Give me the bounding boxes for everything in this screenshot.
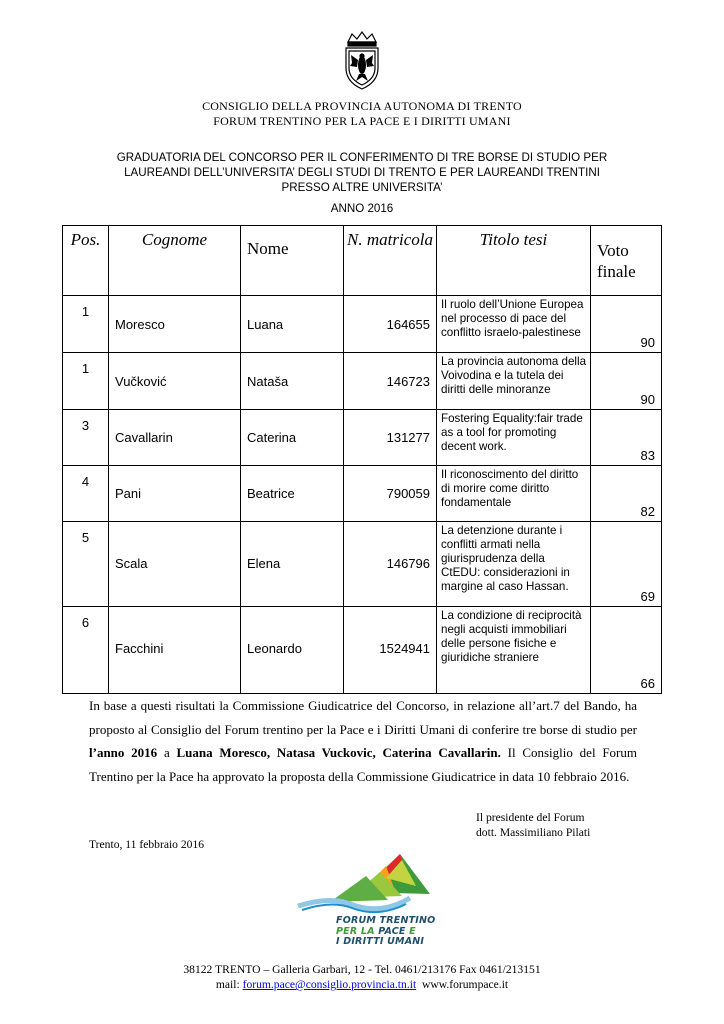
row-vote: 90 bbox=[640, 335, 655, 350]
row-position: 1 bbox=[81, 304, 90, 319]
row-name: Elena bbox=[247, 556, 281, 571]
row-thesis: La condizione di reciprocità negli acquisti immobiliari delle persone fisiche e giuridiche straniere bbox=[441, 609, 582, 664]
row-position: 6 bbox=[81, 615, 90, 630]
paragraph-year: l’anno 2016 bbox=[89, 745, 158, 760]
row-thesis: Fostering Equality:fair trade as a tool for promoting decent work. bbox=[441, 412, 583, 453]
row-name: Beatrice bbox=[247, 486, 295, 501]
col-header-name: Nome bbox=[241, 226, 344, 296]
col-header-pos: Pos. bbox=[63, 226, 109, 296]
footer-address: 38122 TRENTO – Galleria Garbari, 12 - Tel. 0461/213176 Fax 0461/213151 bbox=[183, 963, 541, 976]
row-matricola: 146723 bbox=[386, 374, 430, 389]
row-thesis: La detenzione durante i conflitti armati nella giurisprudenza della CtEDU: considerazioni in margine al caso Hassan. bbox=[441, 524, 570, 593]
row-vote: 83 bbox=[640, 448, 655, 463]
row-position: 5 bbox=[81, 530, 90, 545]
title-line: LAUREANDI DELL’UNIVERSITA’ DEGLI STUDI DI TRENTO E PER LAUREANDI TRENTINI bbox=[124, 166, 600, 179]
row-matricola: 1524941 bbox=[379, 641, 430, 656]
table-row bbox=[63, 607, 662, 694]
paragraph-text: In base a questi risultati la Commissione Giudicatrice del Concorso, in relazione all’art.7 del Bando, ha proposto al Consiglio del Forum trentino per la Pace e i Diritti Umani di conferire tre borse di studio per bbox=[89, 698, 637, 737]
title-line: PRESSO ALTRE UNIVERSITA’ bbox=[281, 181, 443, 194]
row-vote: 69 bbox=[640, 589, 655, 604]
decision-paragraph bbox=[89, 694, 637, 788]
page-footer bbox=[0, 962, 724, 992]
title-year: ANNO 2016 bbox=[330, 202, 394, 215]
row-thesis: La provincia autonoma della Voivodina e la tutela dei diritti delle minoranze bbox=[441, 355, 587, 396]
row-surname: Scala bbox=[115, 556, 148, 571]
row-surname: Cavallarin bbox=[115, 430, 173, 445]
logo-line: E bbox=[405, 925, 416, 937]
signature-role: Il presidente del Forum bbox=[476, 811, 585, 824]
logo-line: I DIRITTI UMANI bbox=[336, 936, 425, 947]
place-date: Trento, 11 febbraio 2016 bbox=[89, 838, 205, 851]
footer-website[interactable]: www.forumpace.it bbox=[421, 978, 509, 991]
table-row bbox=[63, 522, 662, 607]
paragraph-winners: Luana Moresco, Natasa Vuckovic, Caterina Cavallarin. bbox=[176, 745, 501, 760]
row-vote: 66 bbox=[640, 676, 655, 691]
institution-header bbox=[0, 99, 724, 129]
logo-line: PACE bbox=[378, 925, 406, 937]
col-header-matricola: N. matricola bbox=[344, 226, 437, 296]
paragraph-text: Il Consiglio del Forum Trentino per la Pace ha approvato la proposta della Commissione Giudicatrice in data 10 febbraio 2016. bbox=[89, 745, 637, 784]
row-name: Luana bbox=[247, 317, 284, 332]
row-vote: 82 bbox=[640, 504, 655, 519]
col-header-vote bbox=[591, 226, 662, 296]
row-position: 3 bbox=[81, 418, 90, 433]
row-surname: Facchini bbox=[115, 641, 164, 656]
signature-block bbox=[476, 810, 590, 840]
row-surname: Pani bbox=[115, 486, 142, 501]
forum-name: FORUM TRENTINO PER LA PACE E I DIRITTI UMANI bbox=[213, 114, 511, 128]
forum-logo-text bbox=[336, 916, 435, 948]
row-name: Caterina bbox=[247, 430, 297, 445]
table-row bbox=[63, 296, 662, 353]
row-position: 4 bbox=[81, 474, 90, 489]
row-matricola: 146796 bbox=[386, 556, 430, 571]
row-thesis: Il ruolo dell’Unione Europea nel processo di pace del conflitto israelo-palestinese bbox=[441, 298, 584, 339]
row-position: 1 bbox=[81, 361, 90, 376]
institution-name: CONSIGLIO DELLA PROVINCIA AUTONOMA DI TRENTO bbox=[202, 99, 522, 113]
row-surname: Vučković bbox=[115, 374, 167, 389]
table-row bbox=[63, 466, 662, 522]
table-row bbox=[63, 353, 662, 410]
row-surname: Moresco bbox=[115, 317, 165, 332]
col-header-vote-line1: Voto bbox=[597, 241, 629, 260]
title-line: GRADUATORIA DEL CONCORSO PER IL CONFERIMENTO DI TRE BORSE DI STUDIO PER bbox=[116, 151, 608, 164]
logo-line: FORUM TRENTINO bbox=[336, 915, 436, 926]
col-header-thesis: Titolo tesi bbox=[437, 226, 591, 296]
coat-of-arms-icon bbox=[338, 30, 386, 92]
row-name: Leonardo bbox=[247, 641, 302, 656]
row-vote: 90 bbox=[640, 392, 655, 407]
row-thesis: Il riconoscimento del diritto di morire come diritto fondamentale bbox=[441, 468, 579, 509]
row-matricola: 790059 bbox=[386, 486, 430, 501]
table-row bbox=[63, 410, 662, 466]
document-title bbox=[62, 150, 662, 216]
col-header-surname: Cognome bbox=[109, 226, 241, 296]
table-header-row bbox=[63, 226, 662, 296]
footer-email-link[interactable]: forum.pace@consiglio.provincia.tn.it bbox=[242, 978, 417, 991]
row-name: Nataša bbox=[247, 374, 289, 389]
row-matricola: 131277 bbox=[386, 430, 430, 445]
ranking-table bbox=[62, 225, 662, 694]
paragraph-text: a bbox=[157, 745, 177, 760]
row-matricola: 164655 bbox=[386, 317, 430, 332]
footer-mail-label: mail: bbox=[215, 978, 243, 991]
col-header-vote-line2: finale bbox=[597, 262, 636, 281]
signature-name: dott. Massimiliano Pilati bbox=[476, 826, 591, 839]
logo-line: PER LA bbox=[336, 925, 379, 937]
